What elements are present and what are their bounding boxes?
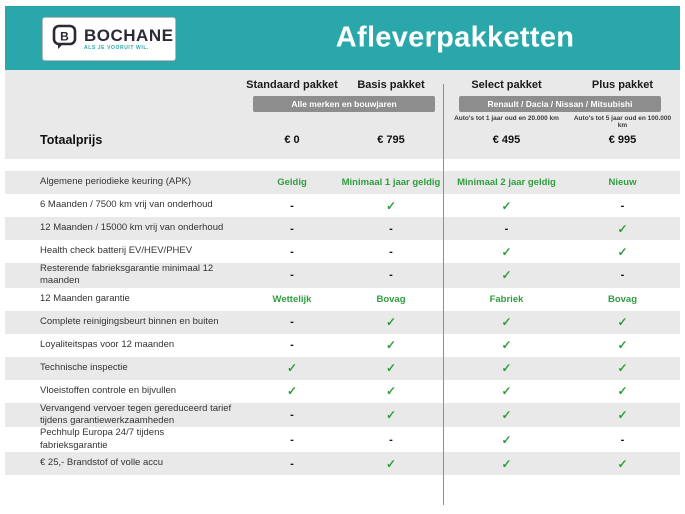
group-badge-alle-merken: Alle merken en bouwjaren — [253, 96, 435, 112]
feature-label: Vloeistoffen controle en bijvullen — [40, 385, 177, 397]
check-icon: ✓ — [501, 315, 512, 330]
check-icon: ✓ — [286, 384, 298, 399]
check-icon: ✓ — [385, 198, 397, 213]
logo-name: BOCHANE — [84, 26, 174, 45]
feature-label: Vervangend vervoer tegen gereduceerd tarief tijdens garantiewerkzaamheden — [40, 402, 232, 427]
feature-row — [5, 452, 680, 475]
check-icon: ✓ — [501, 408, 512, 423]
dash-value: - — [290, 199, 294, 212]
feature-row — [5, 403, 680, 428]
price-standaard: € 0 — [284, 134, 300, 146]
dash-value: - — [290, 457, 294, 470]
feature-row — [5, 357, 680, 380]
check-icon: ✓ — [617, 244, 628, 259]
group-badge-cell — [443, 96, 675, 112]
page-title: Afleverpakketten — [335, 21, 575, 54]
spacer-cell — [5, 96, 245, 112]
select-pakket-subtext: Auto's tot 1 jaar oud en 20.000 km — [454, 115, 559, 122]
check-icon: ✓ — [617, 384, 628, 399]
bochane-logo — [42, 17, 176, 61]
feature-row — [5, 263, 680, 288]
check-icon: ✓ — [501, 198, 512, 213]
dash-value: - — [290, 245, 294, 258]
check-icon: ✓ — [385, 408, 397, 423]
dash-value: - — [620, 269, 625, 282]
spacer-cell — [245, 112, 339, 124]
column-titles-row — [5, 79, 680, 91]
check-icon: ✓ — [385, 315, 397, 330]
dash-value: - — [504, 222, 509, 235]
total-price-label: Totaalprijs — [40, 133, 103, 147]
dash-value: - — [290, 222, 294, 235]
package-table — [5, 70, 680, 475]
feature-value: Geldig — [277, 177, 307, 188]
check-icon: ✓ — [501, 456, 512, 471]
header-body-gap — [5, 159, 680, 171]
dash-value: - — [290, 433, 294, 446]
feature-value: Fabriek — [489, 293, 524, 305]
total-price-row — [5, 128, 680, 152]
feature-label: Complete reinigingsbeurt binnen en buiten — [40, 316, 219, 328]
spacer-cell — [339, 112, 443, 124]
table-header — [5, 70, 680, 159]
price-plus: € 995 — [608, 134, 637, 146]
logo-text — [84, 27, 173, 51]
check-icon: ✓ — [617, 221, 628, 236]
feature-row — [5, 311, 680, 334]
svg-text:B: B — [60, 29, 69, 43]
plus-pakket-subtext: Auto's tot 5 jaar oud en 100.000 km — [573, 115, 672, 129]
feature-label: 12 Maanden garantie — [40, 293, 130, 305]
header-band — [5, 6, 680, 70]
check-icon: ✓ — [617, 361, 628, 376]
dash-value: - — [290, 269, 294, 282]
price-select: € 495 — [492, 134, 521, 146]
dash-value: - — [290, 316, 294, 329]
feature-label: Technische inspectie — [40, 362, 128, 374]
check-icon: ✓ — [501, 432, 512, 447]
feature-value: Bovag — [376, 293, 406, 305]
group-divider-line — [443, 84, 444, 505]
check-icon: ✓ — [385, 384, 397, 399]
column-subtext-row — [5, 112, 680, 129]
feature-rows — [5, 171, 680, 475]
dash-value: - — [389, 269, 393, 282]
feature-row — [5, 217, 680, 240]
check-icon: ✓ — [501, 384, 512, 399]
check-icon: ✓ — [501, 338, 512, 353]
feature-value: Minimaal 2 jaar geldig — [457, 177, 556, 188]
feature-label: Loyaliteitspas voor 12 maanden — [40, 339, 175, 351]
check-icon: ✓ — [617, 338, 628, 353]
check-icon: ✓ — [617, 315, 628, 330]
feature-row — [5, 194, 680, 217]
feature-value: Nieuw — [608, 177, 637, 188]
check-icon: ✓ — [617, 456, 628, 471]
dash-value: - — [290, 339, 294, 352]
feature-row — [5, 427, 680, 452]
feature-row — [5, 334, 680, 357]
price-basis: € 795 — [377, 134, 405, 146]
check-icon: ✓ — [501, 361, 512, 376]
column-title-select: Select pakket — [471, 79, 542, 91]
dash-value: - — [389, 433, 393, 446]
check-icon: ✓ — [385, 338, 397, 353]
feature-label: Algemene periodieke keuring (APK) — [40, 176, 192, 188]
feature-value: Bovag — [607, 293, 638, 305]
group-badge-cell — [245, 96, 443, 112]
dash-value: - — [620, 199, 625, 212]
feature-label: Resterende fabrieksgarantie minimaal 12 maanden — [40, 263, 214, 287]
check-icon: ✓ — [385, 456, 397, 471]
dash-value: - — [389, 222, 393, 235]
check-icon: ✓ — [501, 268, 512, 283]
feature-label: € 25,- Brandstof of volle accu — [40, 457, 164, 469]
feature-label: 12 Maanden / 15000 km vrij van onderhoud — [40, 222, 224, 234]
column-title-standaard: Standaard pakket — [246, 79, 338, 91]
spacer-cell — [5, 112, 245, 124]
feature-row — [5, 171, 680, 194]
dash-value: - — [389, 245, 393, 258]
dash-value: - — [620, 433, 625, 446]
feature-label: 6 Maanden / 7500 km vrij van onderhoud — [40, 199, 213, 211]
group-badge-renault-dacia: Renault / Dacia / Nissan / Mitsubishi — [459, 96, 661, 112]
feature-label: Health check batterij EV/HEV/PHEV — [40, 245, 193, 257]
column-title-plus: Plus pakket — [591, 79, 654, 91]
feature-row — [5, 380, 680, 403]
group-badges-row — [5, 96, 680, 112]
check-icon: ✓ — [501, 244, 512, 259]
feature-row — [5, 288, 680, 311]
feature-value: Wettelijk — [272, 293, 312, 305]
bochane-logo-icon — [52, 24, 78, 55]
feature-label: Pechhulp Europa 24/7 tijdens fabrieksgarantie — [40, 427, 165, 451]
feature-value: Minimaal 1 jaar geldig — [341, 177, 441, 188]
feature-row — [5, 240, 680, 263]
spacer-cell — [5, 79, 245, 91]
dash-value: - — [290, 409, 294, 422]
check-icon: ✓ — [286, 361, 298, 376]
logo-tagline: ALS JE VOORUIT WIL. — [84, 45, 150, 51]
check-icon: ✓ — [617, 408, 628, 423]
column-title-basis: Basis pakket — [357, 79, 425, 91]
check-icon: ✓ — [385, 361, 397, 376]
